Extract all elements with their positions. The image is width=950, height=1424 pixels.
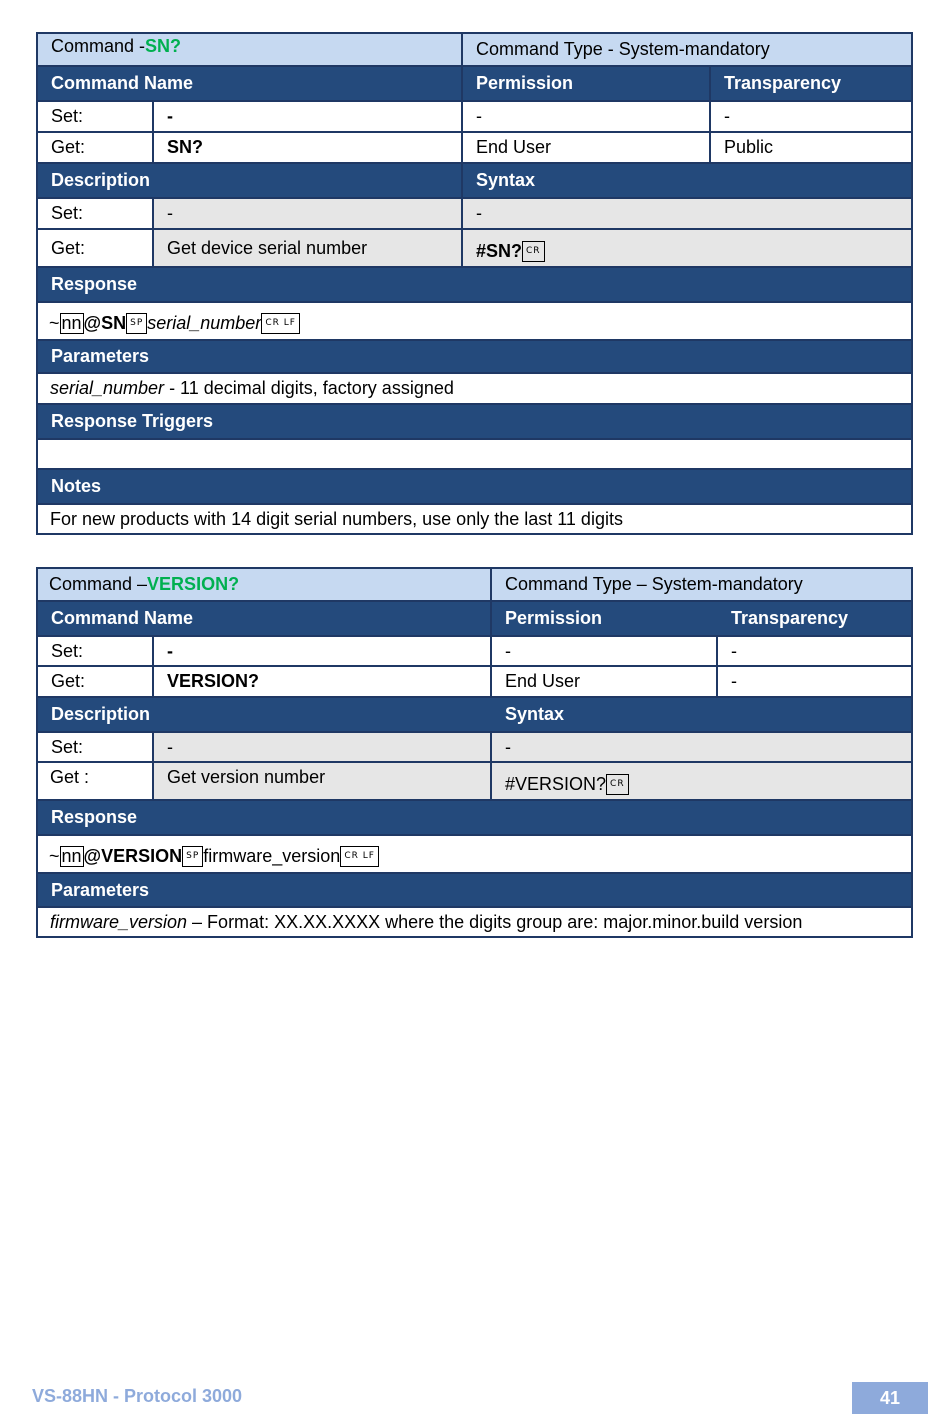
cr-symbol: CR (606, 774, 629, 795)
command-title-row (38, 569, 911, 600)
parameters-header-row (38, 339, 911, 372)
header-response-triggers: Response Triggers (51, 411, 214, 431)
response-triggers-value (38, 440, 911, 468)
sp-symbol: SP (182, 846, 203, 867)
description-set-row (38, 197, 911, 228)
response-tilde: ~ (49, 845, 60, 866)
header-notes: Notes (51, 476, 102, 496)
get-permission: End User (490, 667, 716, 696)
command-value: SN? (145, 36, 182, 56)
command-title (38, 34, 461, 65)
set-row (38, 635, 911, 665)
get-transparency: Public (709, 133, 911, 162)
get-label: Get: (51, 137, 86, 157)
syntax-get-command: #SN? (476, 240, 523, 261)
description-get-value: Get version number (152, 763, 490, 799)
description-get-row (38, 228, 911, 266)
description-header-row (38, 696, 911, 731)
command-label: Command – (49, 574, 148, 594)
get-name: VERSION? (152, 667, 490, 696)
set-transparency: - (709, 102, 911, 131)
set-permission: - (490, 637, 716, 665)
header-permission: Permission (490, 602, 716, 635)
cr-lf-symbol: CR LF (340, 846, 379, 867)
sn-command-table (36, 32, 913, 535)
header-syntax: Syntax (461, 164, 911, 197)
set-name: - (152, 637, 490, 665)
notes-text: For new products with 14 digit serial numbers, use only the last 11 digits (50, 508, 623, 529)
description-get-value: Get device serial number (152, 230, 461, 266)
response-row (38, 834, 911, 872)
cr-lf-symbol: CR LF (261, 313, 300, 334)
response-nn: nn (61, 312, 82, 333)
get-permission: End User (461, 133, 709, 162)
response-parameter: firmware_version (203, 845, 341, 866)
header-permission: Permission (461, 67, 709, 100)
header-response: Response (51, 274, 138, 294)
description-get-label: Get : (38, 763, 152, 799)
get-row (38, 665, 911, 696)
header-row (38, 65, 911, 100)
syntax-set: - (490, 733, 911, 761)
description-set-value: - (152, 199, 461, 228)
response-command: @SN (83, 312, 127, 333)
command-type: Command Type – System-mandatory (490, 569, 911, 600)
set-label: Set: (51, 106, 84, 126)
response-command: @VERSION (83, 845, 183, 866)
header-syntax: Syntax (490, 698, 911, 731)
notes-header-row (38, 468, 911, 503)
header-parameters: Parameters (51, 346, 150, 366)
set-permission: - (461, 102, 709, 131)
parameter-text: - 11 decimal digits, factory assigned (164, 378, 454, 398)
command-title-row (38, 34, 911, 65)
parameter-name: firmware_version (50, 911, 188, 932)
description-set-label: Set: (38, 733, 152, 761)
command-label: Command - (51, 36, 146, 56)
syntax-get (461, 230, 911, 266)
triggers-row (38, 438, 911, 468)
set-label: Set: (51, 640, 84, 661)
header-transparency: Transparency (709, 67, 911, 100)
response-tilde: ~ (49, 312, 60, 333)
description-set-value: - (152, 733, 490, 761)
header-description: Description (51, 704, 151, 724)
get-name: SN? (152, 133, 461, 162)
parameters-row (38, 906, 911, 936)
command-type: Command Type - System-mandatory (461, 34, 911, 65)
response-header-row (38, 799, 911, 834)
response-format (38, 836, 911, 872)
footer-document-title: VS-88HN - Protocol 3000 (32, 1386, 243, 1406)
parameters-row (38, 372, 911, 403)
response-nn: nn (61, 845, 82, 866)
header-row (38, 600, 911, 635)
command-value: VERSION? (147, 574, 240, 594)
header-command-name: Command Name (51, 608, 194, 628)
response-header-row (38, 266, 911, 301)
response-format (38, 303, 911, 339)
header-command-name: Command Name (51, 73, 194, 93)
version-command-table (36, 567, 913, 938)
cr-symbol: CR (522, 241, 545, 262)
header-response: Response (51, 807, 138, 827)
get-label: Get: (51, 671, 86, 691)
sp-symbol: SP (126, 313, 147, 334)
description-header-row (38, 162, 911, 197)
parameter-name: serial_number (50, 378, 165, 398)
parameter-text: – Format: XX.XX.XXXX where the digits group are: major.minor.build version (187, 911, 803, 932)
syntax-set: - (461, 199, 911, 228)
syntax-get (490, 763, 911, 799)
description-set-row (38, 731, 911, 761)
parameters-header-row (38, 872, 911, 906)
get-transparency: - (716, 667, 911, 696)
parameter-description (38, 374, 911, 403)
get-row (38, 131, 911, 162)
set-transparency: - (716, 637, 911, 665)
page-number: 41 (852, 1382, 928, 1414)
description-set-label: Set: (38, 199, 152, 228)
syntax-get-command: #VERSION? (505, 773, 607, 794)
command-title (38, 569, 490, 600)
notes-row (38, 503, 911, 533)
description-get-label: Get: (38, 230, 152, 266)
header-description: Description (51, 170, 151, 190)
parameter-description (38, 908, 911, 936)
set-name: - (152, 102, 461, 131)
response-parameter: serial_number (147, 312, 262, 333)
set-row (38, 100, 911, 131)
description-get-row (38, 761, 911, 799)
header-parameters: Parameters (51, 879, 150, 900)
triggers-header-row (38, 403, 911, 438)
response-row (38, 301, 911, 339)
header-transparency: Transparency (716, 602, 911, 635)
